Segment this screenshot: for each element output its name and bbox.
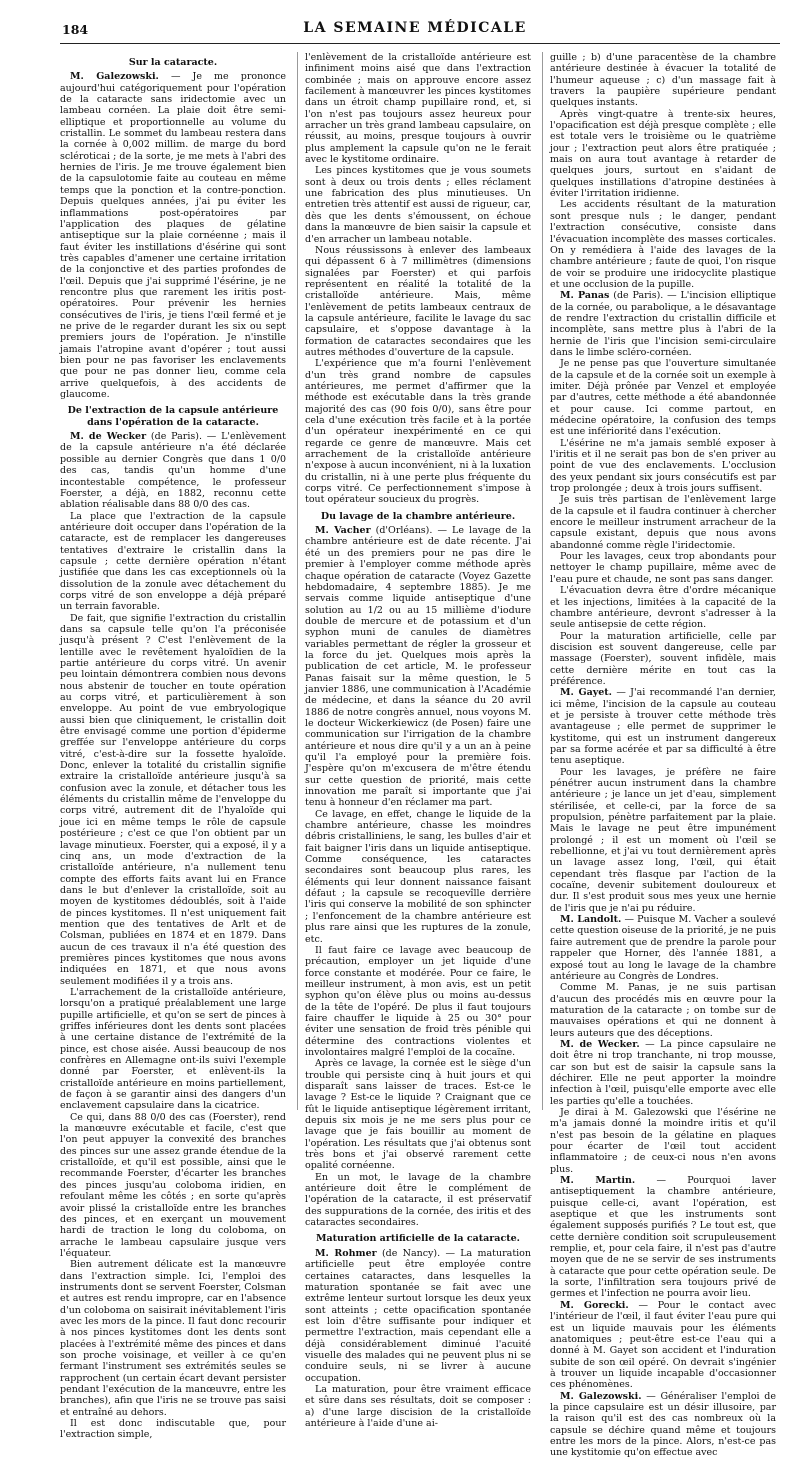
paragraph [550, 585, 776, 630]
paragraph-text: Je suis très partisan de l'enlèvement large de la capsule et il faudra continuer à chercher encore le meilleur instrument arracheur de la capsule existant, depuis que nous avons abandonné comme règle l'iridectomie. [550, 494, 776, 551]
paragraph [550, 767, 776, 914]
speaker-name: M. Gayet. [560, 687, 612, 699]
section-heading: Maturation artificielle de la cataracte. [316, 1233, 520, 1245]
paragraph-text: (de Nancy). — La maturation artificielle peut être employée contre certaines cataractes, dans lesquelles la maturation spontanée se fait avec une extrême lenteur surtout lorsque les deux yeux sont atteints ; cette opacification spontanée est loin d'être suffisante pour indiquer et permettre l'extraction, mais cependant elle a déjà considérablement diminué l'acuité visuelle des malades qui ne peuvent plus ni se conduire seuls, ni se livrer à aucune occupation. [305, 1247, 532, 1384]
paragraph-text: — Puisque M. Vacher a soulevé cette question oiseuse de la priorité, je ne puis faire autrement que de prendre la parole pour rappeler que Horner, dès l'année 1881, a exposé tout au long le lavage de la chambre antérieure au Congrès de Londres. [550, 914, 776, 982]
paragraph-text: (de Paris). — L'enlèvement de la capsule antérieure n'a été déclarée possible au dernier Congrès que dans 1 0/0 des cas, tandis qu'un homme d'une incontestable compétence, le professeur Foerster, a déjà, en 1882, reconnu cette ablation réalisable dans 88 0/0 des cas. [60, 431, 286, 511]
paragraph-text: Ce qui, dans 88 0/0 des cas (Foerster), rend la manœuvre exécutable et facile, c'est que l'on peut appuyer la convexité des branches des pinces sur une assez grande étendue de la cristalloïde, et qu'il est possible, ainsi que le recommande Foerster, d'écarter les branches des pinces jusqu'au coloboma iridien, en refoulant même les côtés ; en sorte qu'après avoir plissé la cristalloïde entre les branches des pinces, et en exerçant un mouvement hardi de traction le long du coloboma, on arrache le lambeau capsulaire jusque vers l'équateur. [60, 1111, 286, 1259]
paragraph-text: (de Paris). — L'incision elliptique de la cornée, ou parabolique, a le désavantage de rendre l'extraction du cristallin difficile et incomplète, sans mettre plus à l'abri de la hernie de l'iris que l'incision semi-circulaire dans le limbe scléro-cornéen. [550, 290, 776, 358]
speaker-name: M. Panas [560, 290, 610, 302]
paragraph [60, 1112, 286, 1259]
paragraph [550, 1300, 776, 1391]
speaker-name: M. Gorecki. [560, 1299, 629, 1311]
paragraph [550, 631, 776, 688]
paragraph [305, 1248, 531, 1384]
paragraph-text: L'ésérine ne m'a jamais semblé exposer à l'iritis et il ne serait pas bon de s'en priver au point de vue des enclavements. L'occlusion des yeux pendant six jours consécutifs est par trop prolongée ; deux à trois jours suffisent. [550, 437, 776, 495]
paragraph [550, 358, 776, 437]
paragraph-text: — Généraliser l'emploi de la pince capsulaire est un désir illusoire, par la raison qu'il est des cas nombreux où la capsule se déchire quand même et toujours entre les mors de la pince. Alors, n'est-ce pas une kystitomie qu'on effectue avec [550, 1390, 777, 1459]
paragraph-text: Nous réussissons à enlever des lambeaux qui dépassent 6 à 7 millimètres (dimensions signalées par Foerster) et qui parfois représentent en réalité la totalité de la cristalloïde antérieure. Mais, même l'enlèvement de petits lambeaux centraux de la capsule antérieure, facilite le lavage du sac capsulaire, et s'oppose davantage à la formation de cataractes secondaires que les autres méthodes d'ouverture de la capsule. [305, 244, 531, 358]
paragraph [550, 1039, 776, 1107]
speaker-name: M. de Wecker [70, 431, 147, 443]
paragraph [60, 71, 286, 400]
page-number: 184 [62, 22, 89, 37]
header-rule [60, 43, 780, 44]
paragraph-text: En un mot, le lavage de la chambre antérieure doit être le complément de l'opération de la cataracte, il est préservatif des suppurations de la cornée, des iritis et des cataractes secondaires. [305, 1171, 531, 1229]
paragraph [305, 945, 531, 1058]
paragraph-text: (d'Orléans). — Le lavage de la chambre antérieure est de date récente. J'ai été un des premiers pour ne pas dire le premier à l'employer comme méthode après chaque opération de cataracte (Voyez Gazette hebdomadaire, 4 septembre 1885). Je me servais comme liquide antiseptique d'une solution au 1/2 ou au 15 millième d'iodure double de mercure et de potassium et d'un syphon muni de canules de diamètres variables permettant de régler la grosseur et la force du jet. Quelques mois après la publication de cet article, M. le professeur Panas faisait sur la même question, le 5 janvier 1886, une communication à l'Académie de médecine, et dans la séance du 20 avril 1886 de notre congrès annuel, nous voyons M. le docteur Wickerkiewicz (de Posen) faire une communication sur l'irrigation de la chambre antérieure et nous dire qu'il y a un an à peine qu'il l'a employé pour la première fois. J'espère qu'on m'excusera de m'être étendu sur cette question de priorité, mais cette innovation me paraît si importante que j'ai tenu à honneur d'en réclamer ma part. [305, 525, 531, 809]
paragraph-text: Il est donc indiscutable que, pour l'extraction simple, [60, 1418, 286, 1441]
section-heading: De l'extraction de la capsule antérieure dans l'opération de la cataracte. [67, 405, 279, 428]
paragraph [60, 987, 286, 1112]
paragraph [550, 551, 776, 585]
paragraph-text: La place que l'extraction de la capsule antérieure doit occuper dans l'opération de la cataracte, est de remplacer les dangereuses tentatives d'extraire le cristallin dans la capsule ; cette dernière opération n'étant justifiée que dans les cas exceptionnels où la dissolution de la zonule avec détachement du corps vitré de son enveloppe a déjà préparé un terrain favorable. [60, 510, 286, 613]
paragraph-text: De fait, que signifie l'extraction du cristallin dans sa capsule telle qu'on l'a préconisée jusqu'à présent ? C'est l'enlèvement de la lentille avec le revêtement hyaloïdien de la partie antérieure du corps vitré. Un avenir peu lointain démontrera combien nous devons nous abstenir de toucher en toute opération au corps vitré, et particulièrement à son enveloppe. Au point de vue embryologique aussi bien que cliniquement, le cristallin doit être envisagé comme une portion d'épiderme greffée sur l'enveloppe antérieure du corps vitré, c'est-à-dire sur la fossette hyaloïde. Donc, enlever la totalité du cristallin signifie extraire la cristalloïde antérieure jusqu'à sa confusion avec la zonule, et détacher tous les éléments du cristallin même de l'enveloppe du corps vitré, autrement dit de l'hyaloïde qui joue ici en même temps le rôle de capsule postérieure ; c'est ce que l'on obtient par un lavage minutieux. Foerster, qui a exposé, il y a cinq ans, un mode d'extraction de la cristalloïde antérieure, n'a nullement tenu compte des efforts faits avant lui en France dans le but d'enlever la cristalloïde, soit au moyen de kystitomes dédoublés, soit à l'aide de pinces kystitomes. Il n'est uniquement fait mention que des tentatives de Arlt et de Colsman, publiées en 1874 et en 1879. Dans aucun de ces travaux il n'a été question des premières pinces kystitomes que nous avons indiquées en 1871, et que nous avons seulement modifiées il y a trois ans. [60, 612, 286, 987]
paragraph [60, 613, 286, 987]
speaker-name: M. Galezowski. [560, 1390, 642, 1402]
paragraph [550, 109, 776, 200]
paragraph-text: Pour les lavages, je préfère ne faire pénétrer aucun instrument dans la chambre antérieure ; je lance un jet d'eau, simplement stérilisée, et celle-ci, par la force de sa propulsion, pénètre parfaitement par la plaie. Mais le lavage ne peut être impunément prolongé ; il est un moment où l'œil se rebellionne, et j'ai vu tout dernièrement après un lavage assez long, l'œil, qui était cependant très flasque par l'action de la cocaïne, devenir subitement douloureux et dur. Il s'est produit sous mes yeux une hernie de l'iris que je n'ai pu réduire. [550, 766, 776, 914]
speaker-name: M. Rohmer [315, 1247, 377, 1259]
paragraph [305, 1384, 531, 1429]
column-divider [297, 52, 298, 1110]
paragraph [305, 358, 531, 505]
paragraph [60, 511, 286, 613]
text-column-3 [550, 52, 777, 1459]
section-heading: Du lavage de la chambre antérieure. [320, 510, 516, 522]
paragraph [305, 809, 531, 945]
journal-title: LA SEMAINE MÉDICALE [303, 20, 527, 36]
paragraph [305, 245, 531, 358]
paragraph-text: Comme M. Panas, je ne suis partisan d'aucun des procédés mis en œuvre pour la maturation de la cataracte ; on tombe sur de mauvaises opérations et qui ne donnent à leurs auteurs que des déceptions. [550, 982, 776, 1039]
paragraph-text: — La pince capsulaire ne doit être ni trop tranchante, ni trop mousse, car son but est de saisir la capsule sans la déchirer. Elle ne peut apporter la moindre infection à l'œil, puisqu'elle emporte avec elle les parties qu'elle a touchées. [550, 1038, 776, 1107]
paragraph [550, 290, 776, 358]
paragraph-text: guille ; b) d'une paracentèse de la chambre antérieure destinée à évacuer la totalité de l'humeur aqueuse ; c) d'un massage fait à travers la paupière supérieure pendant quelques instants. [550, 52, 776, 109]
section-heading: Sur la cataracte. [128, 57, 218, 68]
paragraph [550, 52, 776, 109]
paragraph [550, 1175, 776, 1300]
paragraph-text: Bien autrement délicate est la manœuvre dans l'extraction simple. Ici, l'emploi des instruments dont se servent Foerster, Colsman et autres est rendu impropre, car en l'absence d'un coloboma on saisirait inévitablement l'iris avec les mors de la pince. Il faut donc recourir à nos pinces kystitomes dont les dents sont placées à l'extrémité même des pinces et dans son proche voisinage, et veiller à ce qu'en fermant l'instrument ses extrémités seules se rapprochent (un certain écart devant persister pendant l'exécution de la manœuvre, entre les branches), afin que l'iris ne se trouve pas saisi et entraîné au dehors. [60, 1259, 286, 1418]
paragraph-text: Après vingt-quatre à trente-six heures, l'opacification est déjà presque complète ; elle est totale vers le troisième ou le quatrième jour ; l'extraction peut alors être pratiquée ; mais on aura tout avantage à retarder de quelques jours, surtout en s'aidant de quelques instillations d'atropine destinées à éviter l'irritation iridienne. [550, 108, 776, 200]
paragraph [550, 199, 776, 290]
speaker-name: M. Galezowski. [70, 71, 159, 83]
text-column-1 [60, 52, 286, 1441]
paragraph-text: Les accidents résultant de la maturation sont presque nuls ; le danger, pendant l'extraction consécutive, consiste dans l'évacuation incomplète des masses corticales. On y remédiera à l'aide des lavages de la chambre antérieure ; faute de quoi, l'on risque de voir se produire une iridocyclite plastique et une occlusion de la pupille. [550, 199, 776, 290]
paragraph-text: Je dirai à M. Galezowski que l'ésérine ne m'a jamais donné la moindre iritis et qu'il n'est pas besoin de la gélatine en plaques pour écarter de l'œil tout accident inflammatoire ; de ceux-ci nous n'en avons plus. [550, 1106, 776, 1175]
paragraph [305, 52, 531, 165]
paragraph-text: Je ne pense pas que l'ouverture simultanée de la capsule et de la cornée soit un exemple à imiter. Déjà prônée par Venzel et employée par d'autres, cette méthode a été abandonnée et pour cause. Ici comme partout, en médecine opératoire, la confusion des temps est une infériorité dans l'exécution. [550, 358, 776, 438]
paragraph [305, 525, 531, 809]
paragraph [60, 1418, 286, 1441]
speaker-name: M. Landolt. [560, 914, 622, 926]
paragraph [60, 1259, 286, 1418]
paragraph [305, 1058, 531, 1171]
paragraph [550, 1391, 776, 1459]
paragraph-text: Pour la maturation artificielle, celle par discision est souvent dangereuse, celle par massage (Foerster), souvent infidèle, mais cette dernière mérite en tout cas la préférence. [550, 630, 776, 687]
paragraph-text: — Je me prononce aujourd'hui catégoriquement pour l'opération de la cataracte sans iridectomie avec un lambeau cornéen. La plaie doit être semi-elliptique et proportionnelle au volume du cristallin. Le sommet du lambeau restera dans la cornée à 0,002 millim. de marge du bord scléroticai ; de la sorte, je me mets à l'abri des hernies de l'iris. Je me trouve également bien de la capsulotomie faite au couteau en même temps que la ponction et la contre-ponction. Depuis quelques années, j'ai pu éviter les inflammations post-opératoires par l'application des plaques de gélatine antiseptique sur la plaie cornéenne ; mais il faut éviter les instillations d'ésérine qui sont très capables d'amener une certaine irritation de la conjonctive et des parties profondes de l'œil. Depuis que j'ai supprimé l'ésérine, je ne rencontre plus que rarement les iritis post-opératoires. Pour prévenir les hernies consécutives de l'iris, je tiens l'œil fermé et je ne prive de le regarder durant les six ou sept premiers jours de l'opération. Je n'instille jamais l'atropine avant d'opérer ; tout aussi bien pour ne pas favoriser les enclavements que pour ne pas donner lieu, comme cela arrive quelquefois, à des accidents de glaucome. [60, 71, 286, 401]
paragraph [550, 494, 776, 551]
paragraph-text: Les pinces kystitomes que je vous soumets sont à deux ou trois dents ; elles réclament une fabrication des plus minutieuses. Un entretien très attentif est aussi de rigueur, car, dès que les dents s'émoussent, on échoue dans la manœuvre de bien saisir la capsule et d'en arracher un lambeau notable. [305, 165, 531, 245]
column-divider [542, 52, 543, 1110]
paragraph [550, 438, 776, 495]
paragraph-text: Il faut faire ce lavage avec beaucoup de précaution, employer un jet liquide d'une force constante et modérée. Pour ce faire, le meilleur instrument, à mon avis, est un petit syphon qu'on élève plus ou moins au-dessus de la tête de l'opéré. De plus il faut toujours faire chauffer le liquide à 25 ou 30° pour éviter une sensation de froid très pénible qui détermine des contractions violentes et involontaires malgré l'emploi de la cocaïne. [305, 944, 531, 1058]
paragraph-text: — Pourquoi laver antiseptiquement la chambre antérieure, puisque celle-ci, avant l'opération, est aseptique et que les instruments sont également supposés purifiés ? Le tout est, que cette dernière condition soit scrupuleusement remplie, et, pour cela faire, il n'est pas d'autre moyen que de ne se servir de ses instruments à cataracte que pour cette opération seule. De la sorte, l'infiltration sera toujours privé de germes et l'infection ne pourra avoir lieu. [550, 1175, 776, 1300]
paragraph-text: — J'ai recommandé l'an dernier, ici même, l'incision de la capsule au couteau et je persiste à trouver cette méthode très avantageuse ; elle permet de supprimer le kystitome, qui est un instrument dangereux par sa forme acérée et par sa difficulté à être tenu aseptique. [550, 687, 776, 767]
paragraph-text: L'arrachement de la cristalloïde antérieure, lorsqu'on a pratiqué préalablement une large pupille artificielle, et qu'on se sert de pinces à griffes inférieures dont les dents sont placées à une certaine distance de l'extrémité de la pince, est chose aisée. Aussi beaucoup de nos confrères en Allemagne ont-ils suivi l'exemple donné par Foerster, et enlèvent-ils la cristalloïde antérieure en moins partiellement, de façon à se garantir ainsi des dangers d'un enclavement capsulaire dans la cicatrice. [60, 986, 286, 1112]
paragraph [305, 1172, 531, 1229]
page-header [50, 10, 780, 38]
paragraph [60, 431, 286, 510]
paragraph-text: La maturation, pour être vraiment efficace et sûre dans ses résultats, doit se composer : a) d'une large discision de la cristalloïde antérieure à l'aide d'une ai- [305, 1383, 531, 1429]
paragraph [550, 982, 776, 1039]
paragraph [305, 165, 531, 244]
paragraph-text: L'évacuation devra être d'ordre mécanique et les injections, limitées à la capacité de la chambre antérieure, devront s'adresser à la seule antisepsie de cette région. [550, 585, 776, 631]
paragraph [550, 1107, 776, 1175]
paragraph-text: — Pour le contact avec l'intérieur de l'œil, il faut éviter l'eau pure qui est un liquide mauvais pour les éléments anatomiques ; peut-être est-ce l'eau qui a donné à M. Gayet son accident et l'induration subite de son œil opéré. On devrait s'ingénier à trouver un liquide incapable d'occasionner ces phénomènes. [550, 1299, 776, 1391]
paragraph-text: Pour les lavages, ceux trop abondants pour nettoyer le champ pupillaire, même avec de l'eau pure et chaude, ne sont pas sans danger. [550, 551, 776, 585]
speaker-name: M. Vacher [315, 525, 371, 537]
speaker-name: M. Martin. [560, 1175, 636, 1187]
paragraph-text: l'enlèvement de la cristalloïde antérieure est infiniment moins aisé que dans l'extraction combinée ; mais on approuve encore assez facilement à manœuvrer les pinces kystitomes dans un étroit champ pupillaire rond, et, si l'on n'est pas toujours assez heureux pour arracher un très grand lambeau capsulaire, on réussit, au moins, presque toujours à ouvrir plus amplement la capsule qu'on ne le ferait avec le kystitome ordinaire. [305, 52, 531, 166]
paragraph-text: L'expérience que m'a fourni l'enlèvement d'un très grand nombre de capsules antérieures, me permet d'affirmer que la méthode est exécutable dans la très grande majorité des cas (90 fois 0/0), sans être pour cela d'une exécution très facile et à la portée d'un opérateur inexpérimenté en ce qui regarde ce genre de manœuvre. Mais cet arrachement de la cristalloïde antérieure n'expose à aucun inconvénient, ni à la luxation du cristallin, ni à une perte plus fréquente du corps vitré. Ce perfectionnement s'impose à tout opérateur soucieux du progrès. [305, 358, 531, 506]
paragraph [550, 914, 776, 982]
paragraph [550, 687, 776, 766]
paragraph-text: Après ce lavage, la cornée est le siège d'un trouble qui persiste cinq à huit jours et qui disparaît sans laisser de traces. Est-ce le lavage ? Est-ce le liquide ? Craignant que ce fût le liquide antiseptique légèrement irritant, depuis six mois je ne me sers plus pour ce lavage que je fais bouillir au moment de l'opération. Les résultats que j'ai obtenus sont très bons et j'ai observé rarement cette opalité cornéenne. [305, 1058, 531, 1172]
speaker-name: M. de Wecker. [560, 1038, 640, 1050]
text-column-2 [305, 52, 532, 1429]
paragraph-text: Ce lavage, en effet, change le liquide de la chambre antérieure, chasse les moindres débris cristalliniens, le sang, les bulles d'air et fait baigner l'iris dans un liquide antiseptique. Comme conséquence, les cataractes secondaires sont beaucoup plus rares, les éléments qui leur donnent naissance faisant défaut ; la capsule se recoquevîlle derrière l'iris qui conserve la mobilité de son sphincter ; l'enfoncement de la chambre antérieure est plus rare ainsi que les ruptures de la zonule, etc. [305, 808, 531, 945]
